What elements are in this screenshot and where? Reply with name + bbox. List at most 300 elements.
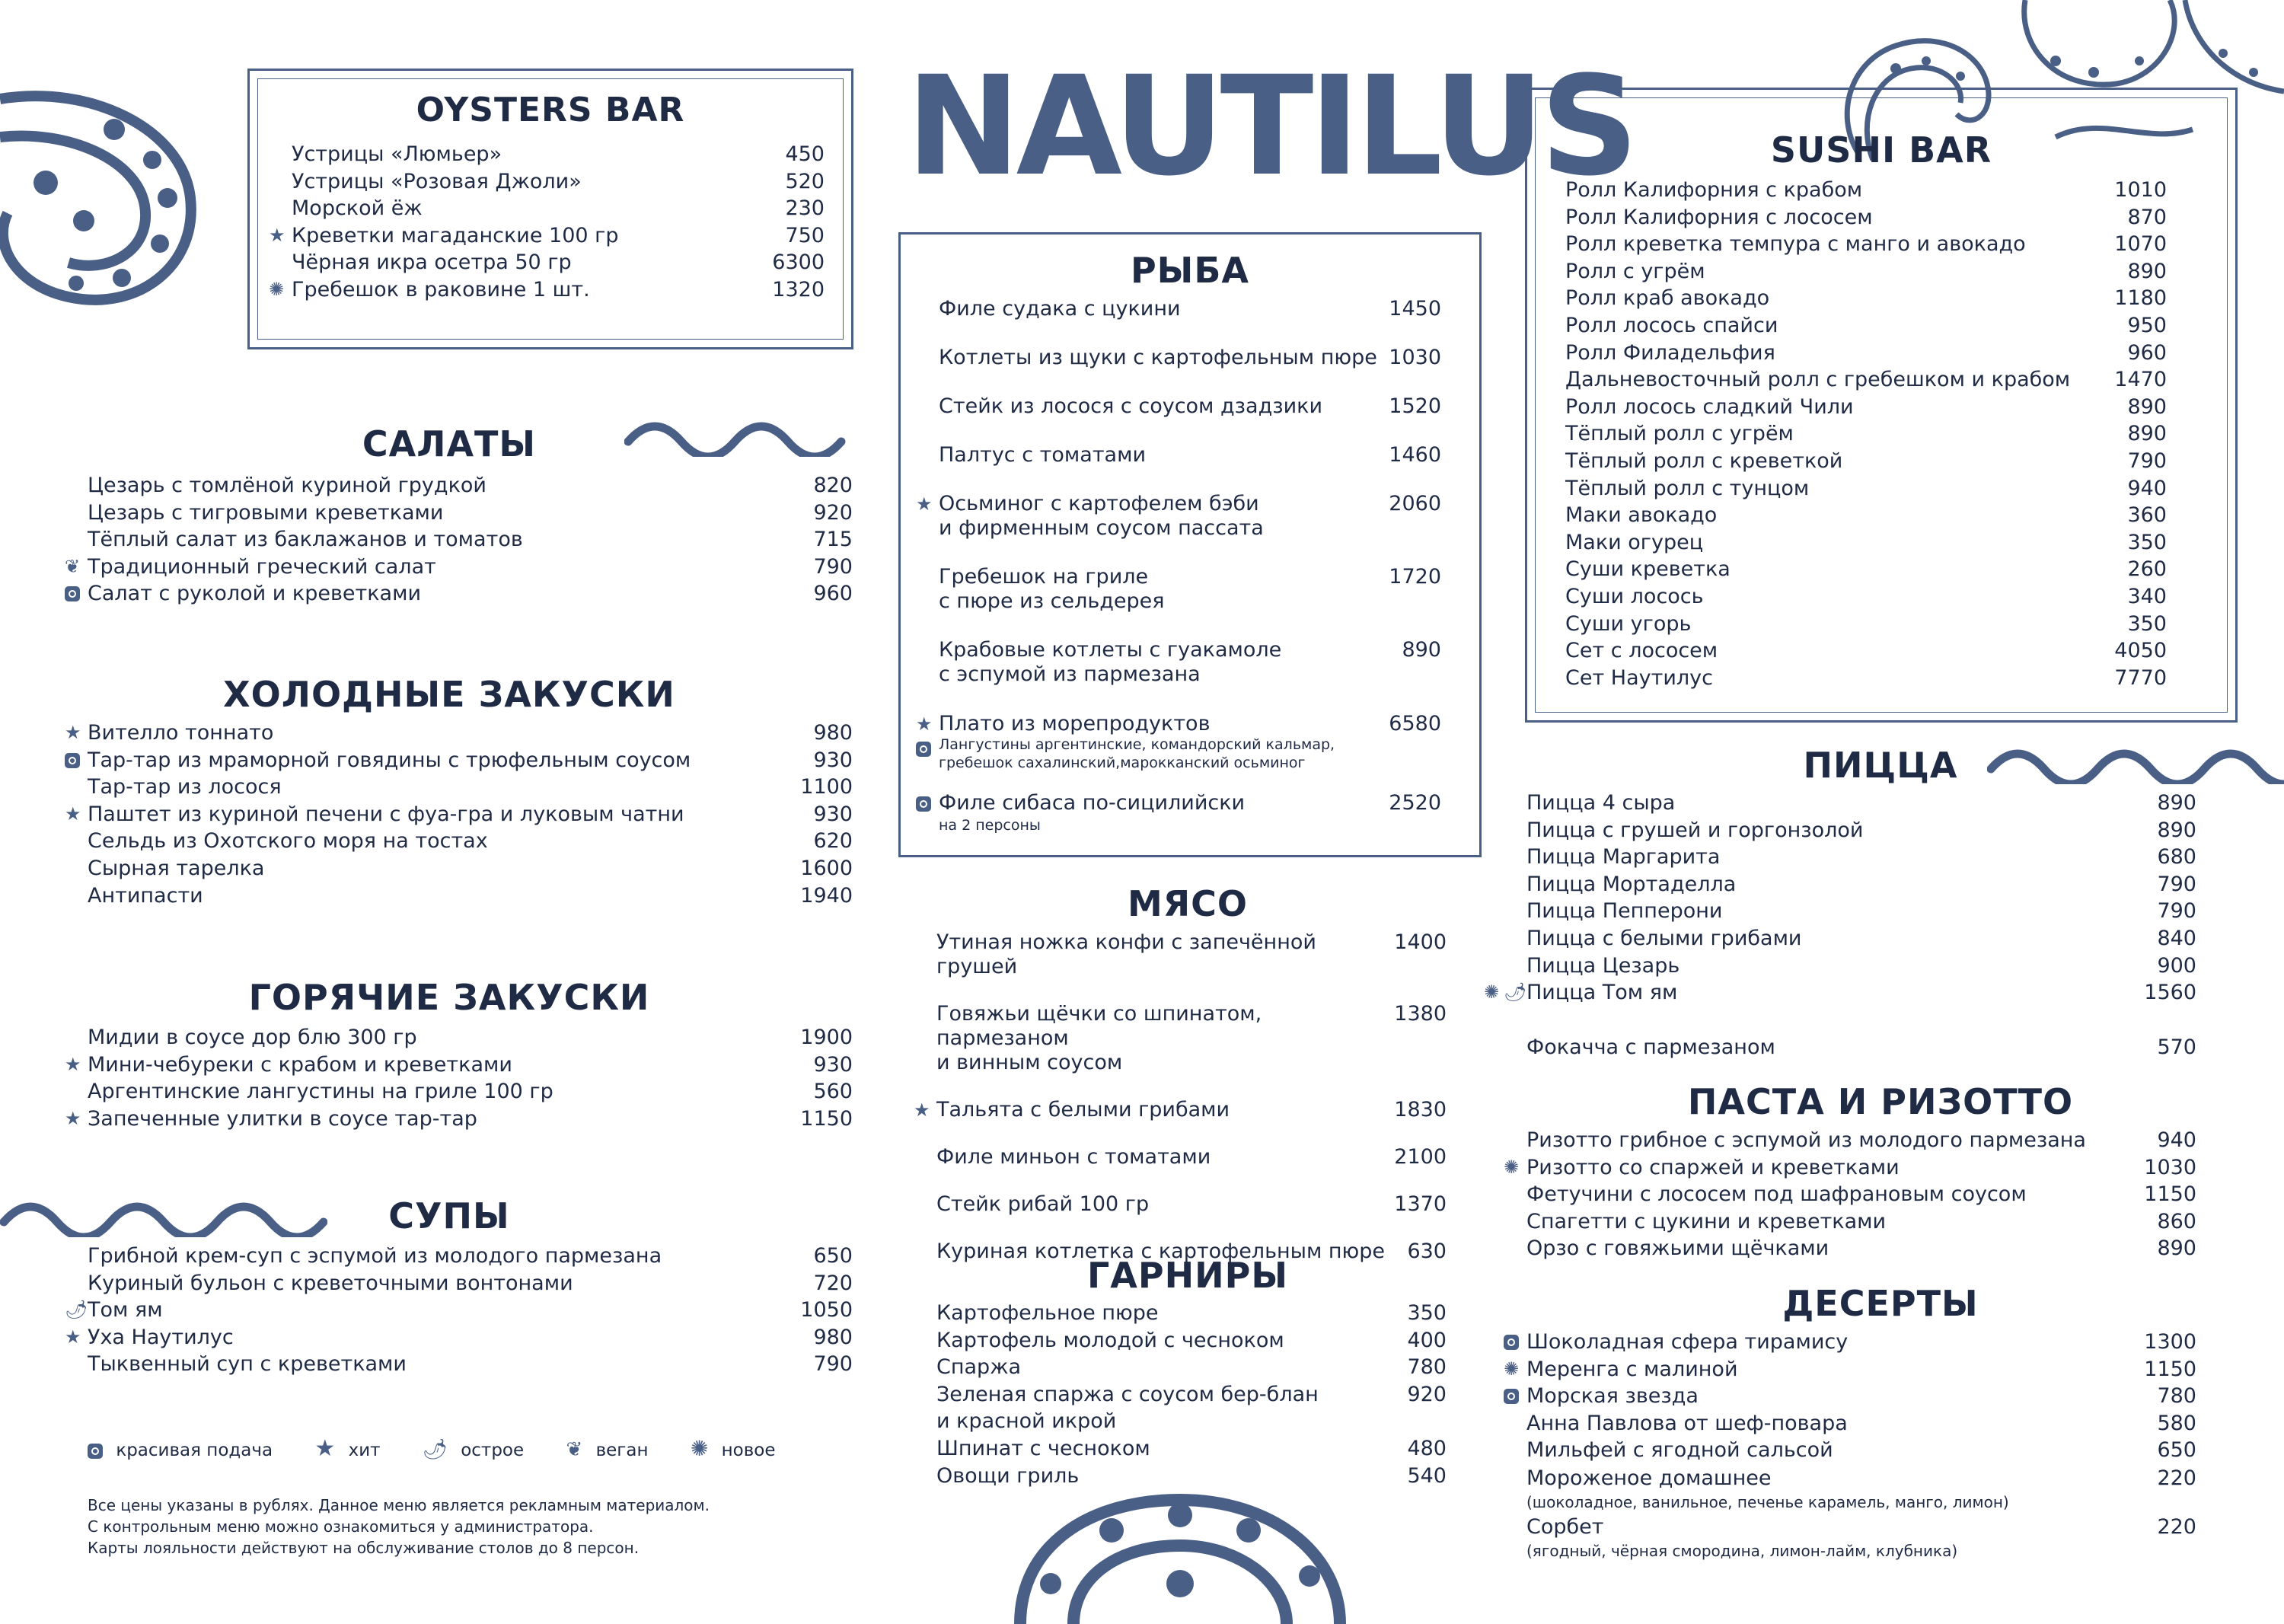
- pizza-title: ПИЦЦА: [1803, 745, 1958, 786]
- salads-list: [65, 472, 853, 608]
- item-name: Картофель молодой с чесноком: [936, 1328, 1284, 1352]
- soups-title: СУПЫ: [388, 1195, 510, 1236]
- pizza-list: [1484, 790, 2196, 1007]
- item-price: 890: [2127, 422, 2167, 446]
- menu-item: [939, 443, 1441, 467]
- menu-item: [292, 249, 825, 276]
- menu-item: [1565, 177, 2167, 204]
- item-price: 1450: [1389, 297, 1441, 321]
- fish-title: РЫБА: [1130, 250, 1250, 291]
- menu-item: [88, 472, 853, 499]
- nautilus-shell-illustration-bottom: [1005, 1485, 1363, 1624]
- item-price: 1370: [1394, 1192, 1447, 1216]
- legend-hit: хит: [348, 1441, 381, 1460]
- item-price: 940: [2127, 476, 2167, 500]
- item-name: Антипасти: [88, 883, 203, 908]
- meat-list: [914, 930, 1447, 1287]
- plateau-description-line: Лангустины аргентинские, командорский кальмар,: [939, 736, 1335, 753]
- menu-item: [1484, 979, 2196, 1007]
- seabass-price: 2520: [1389, 791, 1441, 815]
- menu-item: [88, 1024, 853, 1051]
- item-price: 1400: [1394, 930, 1447, 954]
- desserts-title: ДЕСЕРТЫ: [1782, 1283, 1979, 1324]
- footer-note-line: Карты лояльности действуют на обслуживание столов до 8 персон.: [88, 1539, 640, 1557]
- menu-item: [88, 1351, 853, 1378]
- menu-item: [939, 565, 1441, 614]
- hit-star-icon: ★: [269, 224, 286, 246]
- item-price: 1030: [2144, 1155, 2196, 1179]
- item-name: Том ям: [88, 1298, 163, 1322]
- item-name: Мильфей с ягодной сальсой: [1526, 1438, 1833, 1463]
- item-price: 1100: [800, 775, 853, 799]
- focaccia-price: 570: [2157, 1035, 2196, 1059]
- item-price: 400: [1407, 1328, 1447, 1352]
- item-price: 230: [785, 196, 825, 221]
- item-price: 1320: [772, 277, 825, 302]
- item-price: 540: [1407, 1463, 1447, 1488]
- menu-item: [1526, 1235, 2196, 1262]
- menu-item: [88, 774, 853, 801]
- seabass-name: Филе сибаса по-сицилийски: [939, 791, 1246, 815]
- item-name: Ролл краб авокадо: [1565, 286, 1770, 311]
- sushi-bar-title: SUSHI BAR: [1770, 129, 1992, 171]
- item-price: 1180: [2114, 286, 2167, 311]
- sides-title: ГАРНИРЫ: [1087, 1255, 1288, 1296]
- item-name: Ризотто со спаржей и креветками: [1526, 1155, 1900, 1179]
- hit-star-icon: ★: [65, 1326, 81, 1348]
- item-name: Куриный бульон с креветочными вонтонами: [88, 1271, 573, 1295]
- item-name: Ролл креветка темпура с манго и авокадо: [1565, 232, 2026, 257]
- item-price: 1460: [1389, 443, 1441, 467]
- item-name: Ролл Калифорния с крабом: [1565, 178, 1863, 202]
- item-name: Осьминог с картофелем бэби: [939, 492, 1259, 515]
- menu-item: [88, 882, 853, 910]
- item-name-continued: и винным соусом: [936, 1051, 1123, 1074]
- hit-star-icon: ★: [65, 1107, 81, 1129]
- item-name: Маки огурец: [1565, 530, 1704, 554]
- menu-item: [1526, 1437, 2196, 1464]
- menu-item: [1565, 611, 2167, 638]
- menu-item: [1565, 366, 2167, 394]
- item-name: Утиная ножка конфи с запечённой грушей: [936, 930, 1316, 978]
- icecream-item: [1526, 1465, 2196, 1512]
- item-name: Сельдь из Охотского моря на тостах: [88, 829, 488, 853]
- desserts-list: [1504, 1329, 2196, 1464]
- item-price: 1470: [2114, 368, 2167, 392]
- item-price: 790: [2157, 872, 2196, 896]
- item-name: Пицца с белыми грибами: [1526, 926, 1802, 950]
- legend-vegan: веган: [595, 1441, 649, 1460]
- item-price: 7770: [2114, 665, 2167, 690]
- menu-item: [292, 195, 825, 222]
- item-name: Гребешок на гриле: [939, 565, 1149, 589]
- item-price: 890: [2157, 818, 2196, 842]
- item-name: Пицца Цезарь: [1526, 953, 1680, 978]
- item-name: Ролл с угрём: [1565, 259, 1705, 283]
- legend: [88, 1435, 783, 1462]
- menu-item: [1526, 844, 2196, 871]
- item-price: 260: [2127, 557, 2167, 582]
- item-price: 890: [1402, 638, 1441, 662]
- item-name: Тёплый ролл с креветкой: [1565, 448, 1843, 473]
- hit-star-icon: ★: [65, 1053, 81, 1075]
- menu-item: [88, 499, 853, 527]
- item-price: 340: [2127, 584, 2167, 608]
- item-name: Пицца Маргарита: [1526, 845, 1721, 869]
- menu-item: [1526, 1208, 2196, 1236]
- item-name: Тёплый салат из баклажанов и томатов: [88, 528, 523, 552]
- item-price: 980: [813, 721, 853, 745]
- item-price: 920: [1407, 1382, 1447, 1406]
- item-price: 630: [1407, 1240, 1447, 1263]
- menu-item: [88, 828, 853, 855]
- beautiful-serving-icon: [65, 580, 80, 608]
- item-name-continued: и красной икрой: [936, 1409, 1117, 1434]
- menu-item: [936, 1145, 1447, 1169]
- item-name: Паштет из куриной печени с фуа-гра и луковым чатни: [88, 802, 684, 826]
- item-price: 1380: [1394, 1002, 1447, 1026]
- menu-item: [292, 168, 825, 196]
- menu-item: [1526, 1181, 2196, 1208]
- menu-item: [65, 1051, 853, 1079]
- item-price: 580: [2157, 1411, 2196, 1435]
- menu-item: [1565, 258, 2167, 286]
- item-name: Сет Наутилус: [1565, 665, 1713, 690]
- menu-item: [1526, 871, 2196, 898]
- item-name: Цезарь с томлёной куриной грудкой: [88, 474, 486, 497]
- menu-item: [939, 297, 1441, 321]
- oysters-bar-box: [247, 69, 853, 349]
- sorbet-flavors: (ягодный, чёрная смородина, лимон-лайм, клубника): [1526, 1541, 1958, 1560]
- item-name: Гребешок в раковине 1 шт.: [292, 277, 590, 302]
- item-price: 1150: [2144, 1182, 2196, 1207]
- menu-item: [1565, 448, 2167, 475]
- wave-decoration-pizza: [1987, 746, 2284, 784]
- menu-item: [1565, 285, 2167, 312]
- beautiful-serving-icon: [1504, 1383, 1519, 1410]
- footer-note-line: С контрольным меню можно ознакомиться у администратора.: [88, 1517, 594, 1536]
- item-name: Маки авокадо: [1565, 503, 1718, 528]
- item-name: Котлеты из щуки с картофельным пюре: [939, 346, 1377, 369]
- menu-item: [1526, 1383, 2196, 1410]
- menu-item: [936, 1381, 1447, 1435]
- icecream-name: Мороженое домашнее: [1526, 1466, 1772, 1490]
- menu-item: [1565, 529, 2167, 557]
- item-price: 1030: [1389, 346, 1441, 369]
- item-name: Тальята с белыми грибами: [936, 1098, 1230, 1121]
- item-name: Пицца Том ям: [1526, 981, 1678, 1005]
- item-name: Грибной крем-суп с эспумой из молодого пармезана: [88, 1244, 662, 1268]
- beautiful-serving-icon: [88, 1444, 103, 1459]
- cold-appetizers-list: [65, 719, 853, 909]
- menu-item: [1526, 952, 2196, 980]
- beautiful-serving-icon: [916, 790, 931, 816]
- menu-item: [1565, 475, 2167, 503]
- menu-item: [269, 222, 825, 250]
- menu-item: [1565, 231, 2167, 258]
- seabass-item: [939, 790, 1441, 834]
- item-price: 360: [2127, 503, 2167, 528]
- menu-item: [65, 554, 853, 581]
- item-name: Салат с руколой и креветками: [88, 582, 421, 606]
- item-price: 1050: [800, 1298, 853, 1322]
- item-name: Уха Наутилус: [88, 1325, 234, 1349]
- plateau-description-line: гребешок сахалинский,марокканский осьминог: [939, 755, 1306, 771]
- item-name: Спагетти с цукини и креветками: [1526, 1209, 1887, 1233]
- hit-star-icon: ★: [916, 713, 933, 735]
- plateau-item: [916, 712, 1441, 772]
- item-name-continued: и фирменным соусом пассата: [939, 516, 1264, 540]
- item-name: Тар-тар из мраморной говядины с трюфельным соусом: [88, 748, 691, 772]
- hit-star-icon: ★: [914, 1099, 930, 1121]
- menu-item: [1526, 790, 2196, 817]
- menu-item: [1504, 1154, 2196, 1182]
- menu-item: [1565, 312, 2167, 340]
- plateau-price: 6580: [1389, 712, 1441, 735]
- item-price: 900: [2157, 953, 2196, 978]
- item-name: Креветки магаданские 100 гр: [292, 223, 619, 247]
- menu-item: [1565, 502, 2167, 529]
- item-name: Мидии в соусе дор блю 300 гр: [88, 1026, 417, 1049]
- sorbet-price: 220: [2157, 1515, 2196, 1539]
- menu-item: [1526, 898, 2196, 925]
- item-price: 1900: [800, 1026, 853, 1049]
- item-name: Стейк из лосося с соусом дзадзики: [939, 394, 1323, 418]
- item-price: 350: [2127, 530, 2167, 554]
- hit-star-icon: ★: [916, 493, 933, 515]
- menu-item: [88, 747, 853, 774]
- menu-item: [1526, 817, 2196, 844]
- menu-item: [88, 1243, 853, 1270]
- spicy-pepper-icon: 🌶: [422, 1438, 448, 1461]
- menu-item: [88, 526, 853, 554]
- menu-item: [88, 1078, 853, 1106]
- item-price: 1720: [1389, 565, 1441, 589]
- item-price: 790: [2157, 899, 2196, 924]
- menu-item: [65, 719, 853, 747]
- beautiful-serving-icon: [1504, 1329, 1519, 1356]
- hot-appetizers-title: ГОРЯЧИЕ ЗАКУСКИ: [248, 977, 650, 1018]
- item-name: Пицца с грушей и горгонзолой: [1526, 818, 1864, 842]
- item-name: Устрицы «Люмьер»: [292, 142, 502, 166]
- item-name: Пицца Пепперони: [1526, 899, 1723, 924]
- beautiful-serving-icon: [916, 737, 931, 760]
- logo-nautilus: NAUTILUS: [906, 47, 1635, 206]
- item-price: 790: [2127, 448, 2167, 473]
- sushi-bar-box: [1525, 88, 2238, 723]
- menu-item: [916, 492, 1441, 541]
- item-price: 790: [813, 1352, 853, 1377]
- item-name: Ролл лосось спайси: [1565, 313, 1778, 337]
- item-price: 940: [2157, 1128, 2196, 1152]
- sorbet-name: Сорбет: [1526, 1515, 1604, 1539]
- new-badge-icon: ✺: [1504, 1156, 1520, 1178]
- item-price: 1150: [2144, 1357, 2196, 1381]
- item-name: Морской ёж: [292, 196, 423, 221]
- item-name: Овощи гриль: [936, 1463, 1080, 1488]
- spicy-pepper-icon: 🌶: [65, 1299, 88, 1321]
- item-price: 350: [2127, 611, 2167, 636]
- item-price: 1010: [2114, 178, 2167, 202]
- item-name: Ролл лосось сладкий Чили: [1565, 394, 1854, 419]
- item-price: 1560: [2144, 981, 2196, 1005]
- menu-item: [65, 1297, 853, 1324]
- item-price: 650: [813, 1244, 853, 1268]
- item-price: 4050: [2114, 639, 2167, 663]
- new-badge-icon: ✺: [269, 278, 285, 300]
- item-name: Спаржа: [936, 1355, 1022, 1380]
- menu-item: [88, 580, 853, 608]
- menu-item: [65, 801, 853, 828]
- item-price: 2100: [1394, 1145, 1447, 1169]
- fish-list: [916, 297, 1441, 711]
- menu-item: [1565, 665, 2167, 692]
- item-name: Стейк рибай 100 гр: [936, 1192, 1150, 1216]
- item-name: Шоколадная сфера тирамису: [1526, 1330, 1849, 1354]
- item-name: Суши лосось: [1565, 584, 1704, 608]
- item-name: Тыквенный суп с креветками: [88, 1352, 407, 1377]
- menu-item: [1565, 637, 2167, 665]
- item-name: Чёрная икра осетра 50 гр: [292, 250, 572, 275]
- menu-item: [939, 346, 1441, 370]
- menu-item: [936, 1435, 1447, 1463]
- item-price: 1600: [800, 856, 853, 880]
- sushi-bar-list: [1565, 177, 2167, 691]
- item-name: Орзо с говяжьими щёчками: [1526, 1236, 1829, 1261]
- wave-decoration-soups: [0, 1199, 327, 1237]
- menu-item: [65, 1106, 853, 1133]
- item-name: Ролл Калифорния с лососем: [1565, 205, 1873, 229]
- item-price: 960: [2127, 340, 2167, 365]
- item-price: 350: [1407, 1301, 1447, 1325]
- item-name: Морская звезда: [1526, 1384, 1699, 1409]
- item-price: 650: [2157, 1438, 2196, 1463]
- item-price: 560: [813, 1080, 853, 1104]
- item-name: Запеченные улитки в соусе тар-тар: [88, 1106, 477, 1131]
- item-price: 450: [785, 142, 825, 166]
- hit-star-icon: ★: [65, 722, 81, 743]
- item-name: Дальневосточный ролл с гребешком и крабом: [1565, 368, 2071, 392]
- item-price: 930: [813, 1052, 853, 1077]
- item-price: 780: [1407, 1355, 1447, 1380]
- item-price: 870: [2127, 205, 2167, 229]
- legend-spicy: острое: [461, 1441, 525, 1460]
- pasta-risotto-title: ПАСТА И РИЗОТТО: [1687, 1081, 2074, 1122]
- item-name: Тёплый ролл с угрём: [1565, 422, 1794, 446]
- item-name: Аргентинские лангустины на гриле 100 гр: [88, 1080, 553, 1104]
- menu-item: [292, 141, 825, 168]
- menu-item: [1565, 583, 2167, 611]
- item-name: Мини-чебуреки с крабом и креветками: [88, 1052, 512, 1077]
- menu-item: [936, 1300, 1447, 1327]
- item-name: Ризотто грибное с эспумой из молодого пармезана: [1526, 1128, 2086, 1152]
- menu-item: [1565, 420, 2167, 448]
- pasta-risotto-list: [1504, 1127, 2196, 1262]
- menu-item: [1526, 1410, 2196, 1437]
- nautilus-shell-illustration-left: [0, 69, 213, 320]
- menu-item: [65, 1324, 853, 1351]
- item-price: 840: [2157, 926, 2196, 950]
- item-price: 790: [813, 554, 853, 579]
- item-price: 720: [813, 1271, 853, 1295]
- item-name: Говяжьи щёчки со шпинатом, пармезаном: [936, 1002, 1262, 1050]
- menu-item: [914, 1098, 1447, 1122]
- menu-item: [936, 1354, 1447, 1381]
- item-name: Зеленая спаржа с соусом бер-блан: [936, 1382, 1319, 1406]
- item-name: Меренга с малиной: [1526, 1357, 1738, 1381]
- item-name: Цезарь с тигровыми креветками: [88, 500, 444, 525]
- menu-item: [1565, 340, 2167, 367]
- item-name: Крабовые котлеты с гуакамоле: [939, 638, 1282, 662]
- focaccia-name: Фокачча с пармезаном: [1526, 1035, 1775, 1059]
- new-badge-icon: ✺: [1484, 981, 1500, 1003]
- item-name-continued: с эспумой из пармезана: [939, 662, 1201, 686]
- legend-beautiful: красивая подача: [116, 1441, 273, 1460]
- item-name: Пицца Мортаделла: [1526, 872, 1737, 896]
- menu-item: [936, 1192, 1447, 1217]
- item-price: 1940: [800, 883, 853, 908]
- item-price: 680: [2157, 845, 2196, 869]
- item-price: 890: [2157, 1236, 2196, 1261]
- item-name: Суши угорь: [1565, 611, 1692, 636]
- item-name: Устрицы «Розовая Джоли»: [292, 169, 582, 193]
- plateau-name: Плато из морепродуктов: [939, 712, 1211, 735]
- hit-star-icon: ★: [314, 1435, 336, 1462]
- item-price: 1830: [1394, 1098, 1447, 1121]
- item-price: 930: [813, 802, 853, 826]
- menu-item: [1565, 556, 2167, 583]
- item-name: Суши креветка: [1565, 557, 1731, 582]
- item-price: 950: [2127, 313, 2167, 337]
- menu-item: [88, 855, 853, 882]
- fish-box: [898, 232, 1482, 857]
- hot-appetizers-list: [65, 1024, 853, 1132]
- item-price: 1150: [800, 1106, 853, 1131]
- menu-item: [1565, 394, 2167, 421]
- menu-item: [936, 930, 1447, 979]
- menu-item: [939, 394, 1441, 419]
- item-price: 1070: [2114, 232, 2167, 257]
- item-price: 820: [813, 474, 853, 497]
- item-price: 1300: [2144, 1330, 2196, 1354]
- item-name: Анна Павлова от шеф-повара: [1526, 1411, 1848, 1435]
- icecream-flavors: (шоколадное, ванильное, печенье карамель, манго, лимон): [1526, 1492, 2009, 1511]
- beautiful-serving-icon: [65, 747, 80, 774]
- item-price: 520: [785, 169, 825, 193]
- item-price: 890: [2127, 259, 2167, 283]
- item-name: Сырная тарелка: [88, 856, 265, 880]
- item-price: 980: [813, 1325, 853, 1349]
- item-name: Филе миньон с томатами: [936, 1145, 1211, 1169]
- vegan-leaf-icon: ❦: [65, 555, 81, 577]
- item-price: 2060: [1389, 492, 1441, 515]
- menu-item: [1565, 204, 2167, 231]
- oysters-bar-title: OYSTERS BAR: [416, 91, 685, 129]
- item-name: Тар-тар из лосося: [88, 775, 282, 799]
- menu-item: [936, 1463, 1447, 1490]
- item-name: Филе судака с цукини: [939, 297, 1181, 321]
- item-price: 480: [1407, 1436, 1447, 1460]
- cold-appetizers-title: ХОЛОДНЫЕ ЗАКУСКИ: [223, 674, 675, 715]
- menu-item: [1526, 1329, 2196, 1356]
- item-price: 750: [785, 223, 825, 247]
- item-name: Куриная котлетка с картофельным пюре: [936, 1240, 1386, 1263]
- footer-note-line: Все цены указаны в рублях. Данное меню является рекламным материалом.: [88, 1496, 710, 1514]
- new-badge-icon: ✺: [690, 1436, 709, 1461]
- menu-item: [269, 276, 825, 304]
- item-name: Вителло тоннато: [88, 721, 274, 745]
- sides-list: [936, 1300, 1447, 1489]
